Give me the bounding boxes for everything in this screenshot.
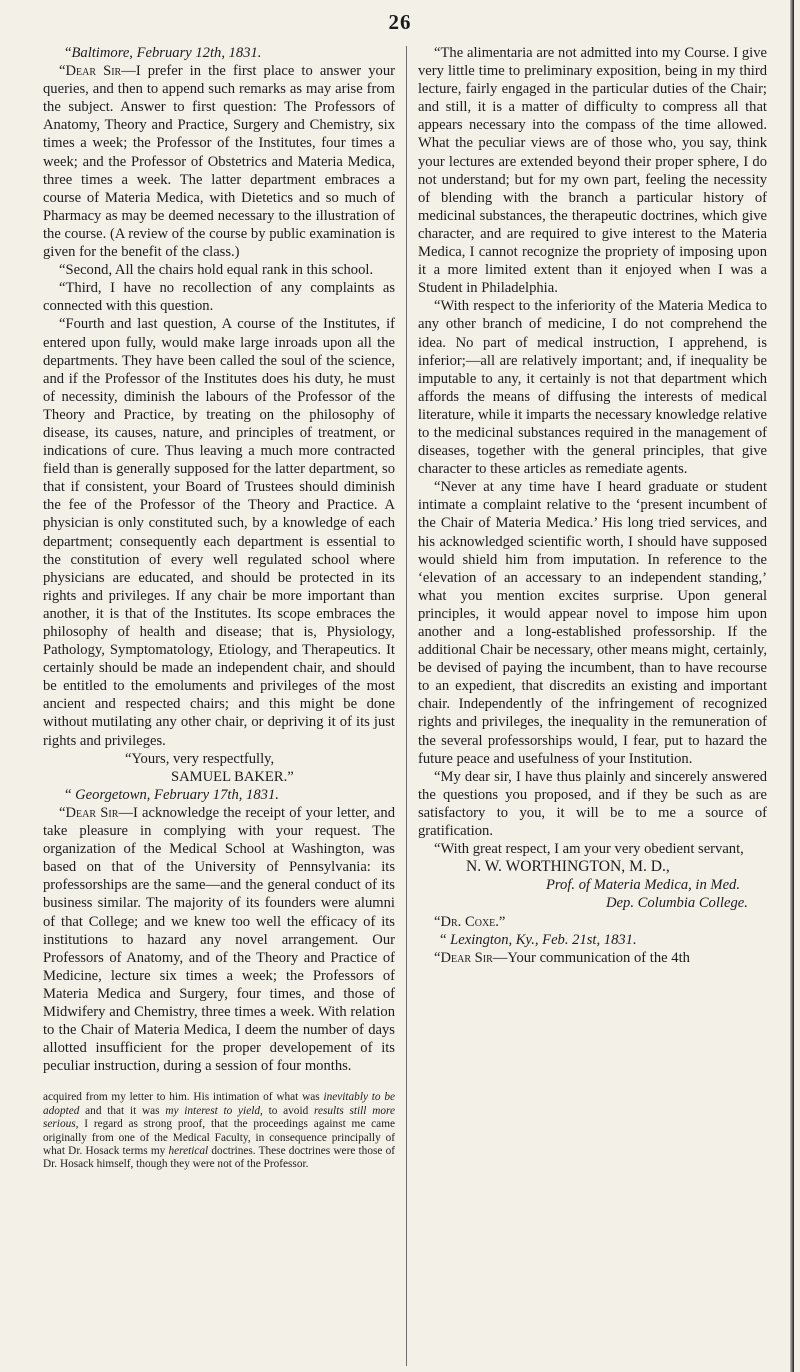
baker-salutation: “Dear Sir [59, 63, 122, 80]
worthington-complaint-paragraph: “Never at any time have I heard graduate or student intimate a complaint relative to the ‘present incumbent of the Chair of Materia Medica.’ His long tried services, and his acknowledged scientific worth, I should have supposed would shield him from imputation. In reference to the ‘elevation of an accessary to an independent standing,’ what you mention excites surprise. Upon general principles, it would appear novel to impose him upon another and a long-established professorship. If the additional Chair be necessary, other means might, certainly, be devised of paying the incumbent, than to have recourse to an expedient, that discredits an existing and important chair. Independently of the infringement of recognized rights and privileges, the inequality in the remuneration of the several professorships would, I fear, put to hazard the future peace and usefulness of your Institution. [418, 479, 767, 767]
worthington-opening-text: —I acknowledge the receipt of your letter, and take pleasure in complying with your request. The organization of the Medical School at Washington, was based on that of the University of Pennsylvania: its professorships are the same—and the general conduct of its business similar. The majority of its founders were alumni of that College; and we knew too well the efficacy of its institutions to hazard any novel arrangement. Our Professors of Anatomy, and of the Theory and Practice of Medicine, lecture six times a week; the Professors of Materia Medica and Surgery, four times, and those of Midwifery and Chemistry, three times a week. With relation to the Chair of Materia Medica, I deem the number of days allotted insufficient for the proper developement of its peculiar instruction, during a session of four months. [43, 804, 395, 1075]
worthington-addressee: “Dr. Coxe.” [434, 913, 506, 930]
lexington-salutation: “Dear Sir [434, 949, 493, 966]
baker-fourth-answer: “Fourth and last question, A course of the Institutes, if entered upon fully, would make large inroads upon all the departments. They have been called the soul of the science, and if the Professor of the Institutes does his duty, he must of necessity, diminish the labours of the Professor of the Theory and Practice, by treating on the philosophy of disease, its causes, nature, and principles of treatment, or indications of cure. Thus leaving a much more contracted field than is generally supposed for the latter department, so that if consistent, your Board of Trustees should diminish the fee of the Professor of the Theory and Practice. A physician is only constituted such, by a knowledge of each department; consequently each department is essential to the constitution of every well regulated school where physicians are educated, and should be protected in its rights and privileges. If any chair be more important than another, it is that of the Institutes. Its scope embraces the philosophy of health and disease; that is, Physiology, Pathology, Symptomatology, Etiology, and Therapeutics. It certainly should be made an independent chair, and should be entitled to the emoluments and privileges of the most ancient and respected chairs; and this might be done without mutilating any other chair, or depriving it of its just rights and privileges. [43, 316, 395, 749]
right-column [418, 44, 767, 967]
worthington-alimentaria-paragraph: “The alimentaria are not admitted into my Course. I give very little time to preliminary exposition, being in my third lecture, fairly engaged in the particular duties of the Chair; and still, it is a matter of difficulty to compress all that appears necessary into the compass of the time allowed. What the peculiar views are of those who, you say, think your lectures are extended beyond their proper sphere, I do not understand; but for my own part, feeling the necessity of blending with the branch a particular history of medicinal substances, the therapeutic doctrines, which give character, and are required to give interest to the Materia Medica, I cannot recognize the propriety of imposing upon it a more limited extent than it enjoyed when I was a Student in Philadelphia. [418, 45, 767, 297]
worthington-title-line-2: Dep. Columbia College. [606, 895, 748, 912]
worthington-closing: “With great respect, I am your very obedient servant, [434, 841, 744, 858]
column-divider [406, 46, 407, 1366]
lexington-opening-paragraph [418, 949, 767, 967]
baker-third-answer: “Third, I have no recollection of any complaints as connected with this question. [43, 280, 395, 315]
worthington-dateline: “ Georgetown, February 17th, 1831. [65, 786, 279, 803]
baker-second-answer: “Second, All the chairs hold equal rank in this school. [59, 262, 374, 279]
baker-closing: “Yours, very respectfully, [125, 750, 275, 767]
footnote: acquired from my letter to him. His intimation of what was inevitably to be adopted and that it was my interest to yield, to avoid results still more serious, I regard as strong proof, that the proceedings against me came originally from one of the Medical Faculty, in consequence principally of what Dr. Hosack terms my heretical doctrines. These doctrines were those of Dr. Hosack himself, though they were not of the Professor. [43, 1091, 396, 1171]
worthington-title-line-1: Prof. of Materia Medica, in Med. [546, 877, 741, 894]
lexington-opening-text: —Your communication of the 4th [492, 949, 690, 966]
worthington-signature: N. W. WORTHINGTON, M. D., [466, 858, 670, 876]
page-edge-shadow [790, 0, 794, 1372]
lexington-dateline: “ Lexington, Ky., Feb. 21st, 1831. [440, 931, 637, 948]
left-column [43, 44, 395, 1172]
baker-signature: SAMUEL BAKER.” [171, 768, 294, 785]
worthington-opening-paragraph [43, 804, 395, 1075]
baker-opening-text: —I prefer in the first place to answer your queries, and then to append such remarks as may arise from the subject. Answer to first question: The Professors of Anatomy, Theory and Practice, Surgery and Chemistry, six times a week; the Professor of the Institutes, four times a week; and the Professor of Obstetrics and Materia Medica, three times a week. The latter department embraces a course of Materia Medica, with Dietetics and so much of Pharmacy as may be deemed necessary to the illustration of the course. (A review of the course by public examination is given for the benefit of the class.) [43, 63, 395, 261]
worthington-conclusion-paragraph: “My dear sir, I have thus plainly and sincerely answered the questions you proposed, and if they be such as are satisfactory to you, it will be to me a source of gratification. [418, 768, 767, 840]
page-number: 26 [388, 10, 412, 34]
baker-dateline: “Baltimore, February 12th, 1831. [65, 45, 262, 61]
worthington-salutation: “Dear Sir [59, 804, 119, 821]
worthington-inferiority-paragraph: “With respect to the inferiority of the Materia Medica to any other branch of medicine, I do not comprehend the idea. No part of medical instruction, I apprehend, is inferior;—all are relatively important; and, if inequality be imputable to any, it certainly is not that department which affords the means of diffusing the interests of medical literature, while it imparts the necessary knowledge relative to the medicinal substances required in the management of diseases, together with the general principles, that give character to these articles as remediate agents. [418, 298, 767, 478]
baker-opening-paragraph [43, 62, 395, 261]
